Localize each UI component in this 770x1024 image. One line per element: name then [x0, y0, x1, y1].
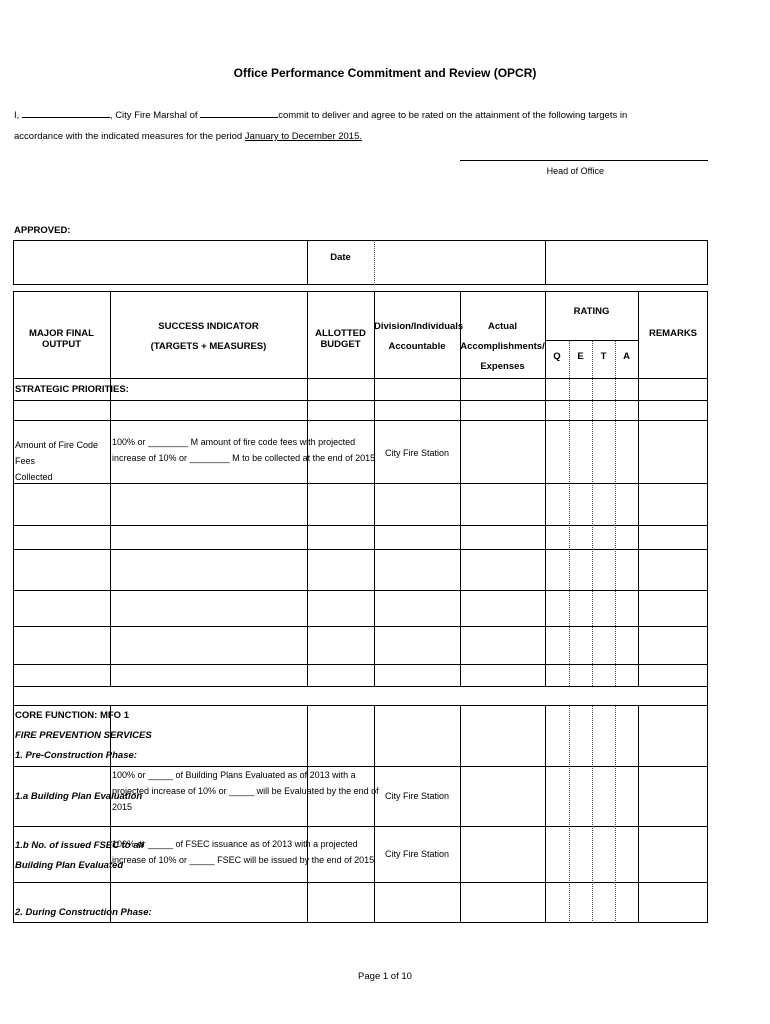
row-divider — [13, 590, 708, 591]
col-divider — [615, 340, 616, 686]
city-blank[interactable] — [200, 108, 278, 118]
header-remarks: REMARKS — [648, 328, 698, 339]
pre-construction-label: 1. Pre-Construction Phase: — [15, 750, 137, 761]
row-divider — [13, 483, 708, 484]
row-divider — [13, 826, 708, 827]
b-si-line2: increase of 10% or _____ FSEC will be issued by the end of 2015 — [112, 855, 375, 865]
header-q: Q — [553, 351, 561, 362]
fire-prevention-label: FIRE PREVENTION SERVICES — [15, 730, 152, 741]
header-e: E — [577, 351, 584, 362]
header-si-line1: SUCCESS INDICATOR — [158, 321, 259, 332]
col-divider — [592, 340, 593, 686]
intro-prefix: I, — [14, 110, 20, 121]
b-mfo-line2: Building Plan Evaluated — [15, 860, 124, 871]
approved-label: APPROVED: — [14, 225, 71, 236]
row-divider — [13, 420, 708, 421]
row-divider — [13, 549, 708, 550]
col-divider — [545, 705, 546, 923]
row-divider — [13, 686, 708, 687]
date-label: Date — [330, 252, 351, 263]
header-mfo: MAJOR FINAL OUTPUT — [29, 328, 94, 350]
name-blank[interactable] — [22, 108, 110, 118]
intro-line-2 — [14, 131, 362, 142]
col-divider — [307, 705, 308, 923]
header-a: A — [623, 351, 630, 362]
signature-label: Head of Office — [546, 166, 604, 176]
approved-divider — [545, 240, 546, 285]
col-divider — [638, 705, 639, 923]
intro-role: , City Fire Marshal of — [109, 110, 198, 121]
intro-line2-text: accordance with the indicated measures for the period — [14, 131, 243, 142]
header-actual — [460, 317, 545, 377]
core-function-label: CORE FUNCTION: MFO 1 — [15, 710, 129, 721]
page-number: Page 1 of 10 — [358, 971, 412, 982]
fsec-success-indicator — [112, 836, 375, 868]
col-divider — [569, 705, 570, 923]
col-divider — [592, 705, 593, 923]
header-t: T — [600, 351, 607, 362]
strategic-priorities-label: STRATEGIC PRIORITIES: — [15, 384, 129, 395]
during-construction-label: 2. During Construction Phase: — [15, 907, 152, 918]
fees-mfo — [15, 437, 109, 485]
header-si-line2: (TARGETS + MEASURES) — [150, 341, 267, 352]
b-si-line1: 100% or _____ of FSEC issuance as of 2013 with a projected — [112, 839, 358, 849]
a-si-line1: 100% or _____ of Building Plans Evaluated as of 2013 with a — [112, 770, 356, 780]
col-divider — [615, 705, 616, 923]
intro-line-1 — [14, 108, 627, 121]
building-plan-division: City Fire Station — [384, 791, 450, 801]
b-mfo-line1: 1.b No. of issued FSEC to all — [15, 840, 144, 851]
col-divider — [460, 705, 461, 923]
col-divider — [374, 705, 375, 923]
a-si-line3: 2015 — [112, 802, 133, 812]
header-rating: RATING — [573, 306, 610, 317]
fees-mfo-line2: Collected — [15, 472, 53, 482]
a-si-line2: projected increase of 10% or _____ will be Evaluated by the end of — [112, 786, 379, 796]
row-divider — [13, 664, 708, 665]
header-budget: ALLOTTED BUDGET — [315, 328, 366, 350]
row-divider — [13, 626, 708, 627]
row-divider — [13, 705, 708, 706]
header-actual-line2: Expenses — [480, 361, 525, 372]
rating-divider — [545, 340, 638, 341]
intro-period: January to December 2015. — [244, 131, 363, 142]
row-divider — [13, 882, 708, 883]
building-plan-evaluation-mfo: 1.a Building Plan Evaluation — [15, 791, 143, 802]
header-division-line2: Accountable — [388, 341, 446, 352]
row-divider — [13, 525, 708, 526]
building-plan-success-indicator — [112, 767, 379, 815]
fees-si-line2: increase of 10% or ________ M to be collected at the end of 2015 — [112, 453, 376, 463]
row-divider — [13, 400, 708, 401]
page-title: Office Performance Commitment and Review (OPCR) — [233, 66, 537, 80]
fees-success-indicator — [112, 434, 376, 466]
col-divider — [569, 340, 570, 686]
header-actual-line1: Actual Accomplishments/ — [460, 321, 545, 352]
fsec-division: City Fire Station — [384, 849, 450, 859]
fees-division: City Fire Station — [384, 448, 450, 458]
approved-divider — [374, 240, 375, 285]
header-division — [374, 317, 464, 357]
signature-line — [460, 160, 708, 161]
intro-commit: commit to deliver and agree to be rated on the attainment of the following targets in — [278, 110, 628, 121]
header-division-line1: Division/Individuals — [374, 321, 464, 332]
fees-mfo-line1: Amount of Fire Code Fees — [15, 440, 99, 466]
fees-si-line1: 100% or ________ M amount of fire code fees with projected — [112, 437, 356, 447]
row-divider — [13, 378, 708, 379]
header-success-indicator — [110, 317, 307, 357]
